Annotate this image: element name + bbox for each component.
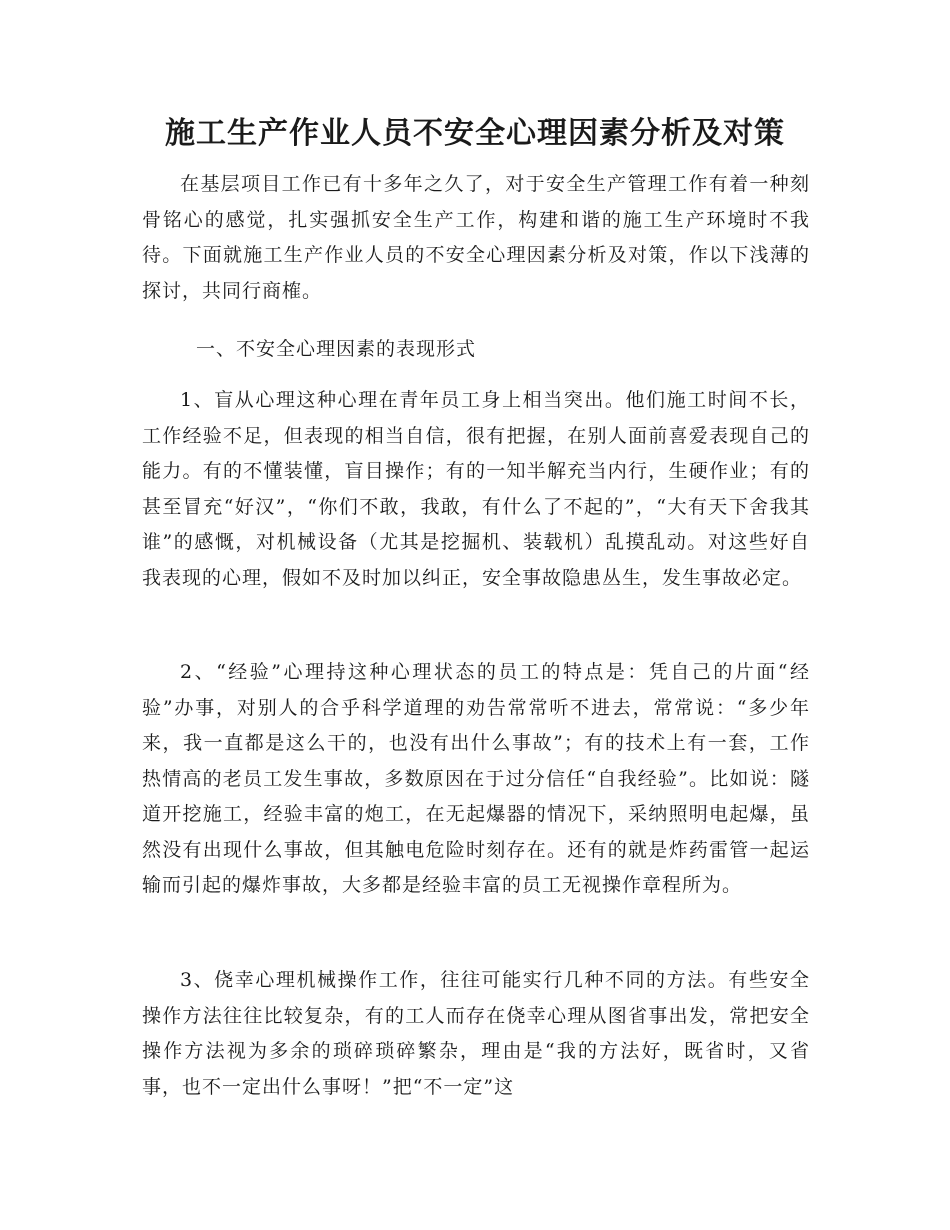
paragraph-luck: 3、侥幸心理机械操作工作，往往可能实行几种不同的方法。有些安全操作方法往往比较复杂，有的工人而存在侥幸心理从图省事出发，常把安全操作方法视为多余的琐碎琐碎繁杂，理由是“我的方法好，既省时，又省事，也不一定出什么事呀！”把“不一定”这	[142, 969, 810, 1098]
intro-paragraph: 在基层项目工作已有十多年之久了，对于安全生产管理工作有着一种刻骨铭心的感觉，扎实强抓安全生产工作，构建和谐的施工生产环境时不我待。下面就施工生产作业人员的不安全心理因素分析及对策，作以下浅薄的探讨，共同行商榷。	[142, 173, 810, 302]
document-title: 施工生产作业人员不安全心理因素分析及对策	[165, 116, 785, 151]
section-heading: 一、不安全心理因素的表现形式	[196, 338, 477, 360]
paragraph-blind-following: 1、盲从心理这种心理在青年员工身上相当突出。他们施工时间不长，工作经验不足，但表现的相当自信，很有把握，在别人面前喜爱表现自己的能力。有的不懂装懂，盲目操作；有的一知半解充当内行，生硬作业；有的甚至冒充“好汉”，“你们不敢，我敢，有什么了不起的”，“大有天下舍我其谁”的感慨，对机械设备（尤其是挖掘机、装载机）乱摸乱动。对这些好自我表现的心理，假如不及时加以纠正，安全事故隐患丛生，发生事故必定。	[142, 389, 810, 589]
paragraph-experience: 2、“经验”心理持这种心理状态的员工的特点是：凭自己的片面“经验”办事，对别人的合乎科学道理的劝告常常听不进去，常常说：“多少年来，我一直都是这么干的，也没有出什么事故”；有的技术上有一套，工作热情高的老员工发生事故，多数原因在于过分信任“自我经验”。比如说：隧道开挖施工，经验丰富的炮工，在无起爆器的情况下，采纳照明电起爆，虽然没有出现什么事故，但其触电危险时刻存在。还有的就是炸药雷管一起运输而引起的爆炸事故，大多都是经验丰富的员工无视操作章程所为。	[142, 661, 810, 896]
